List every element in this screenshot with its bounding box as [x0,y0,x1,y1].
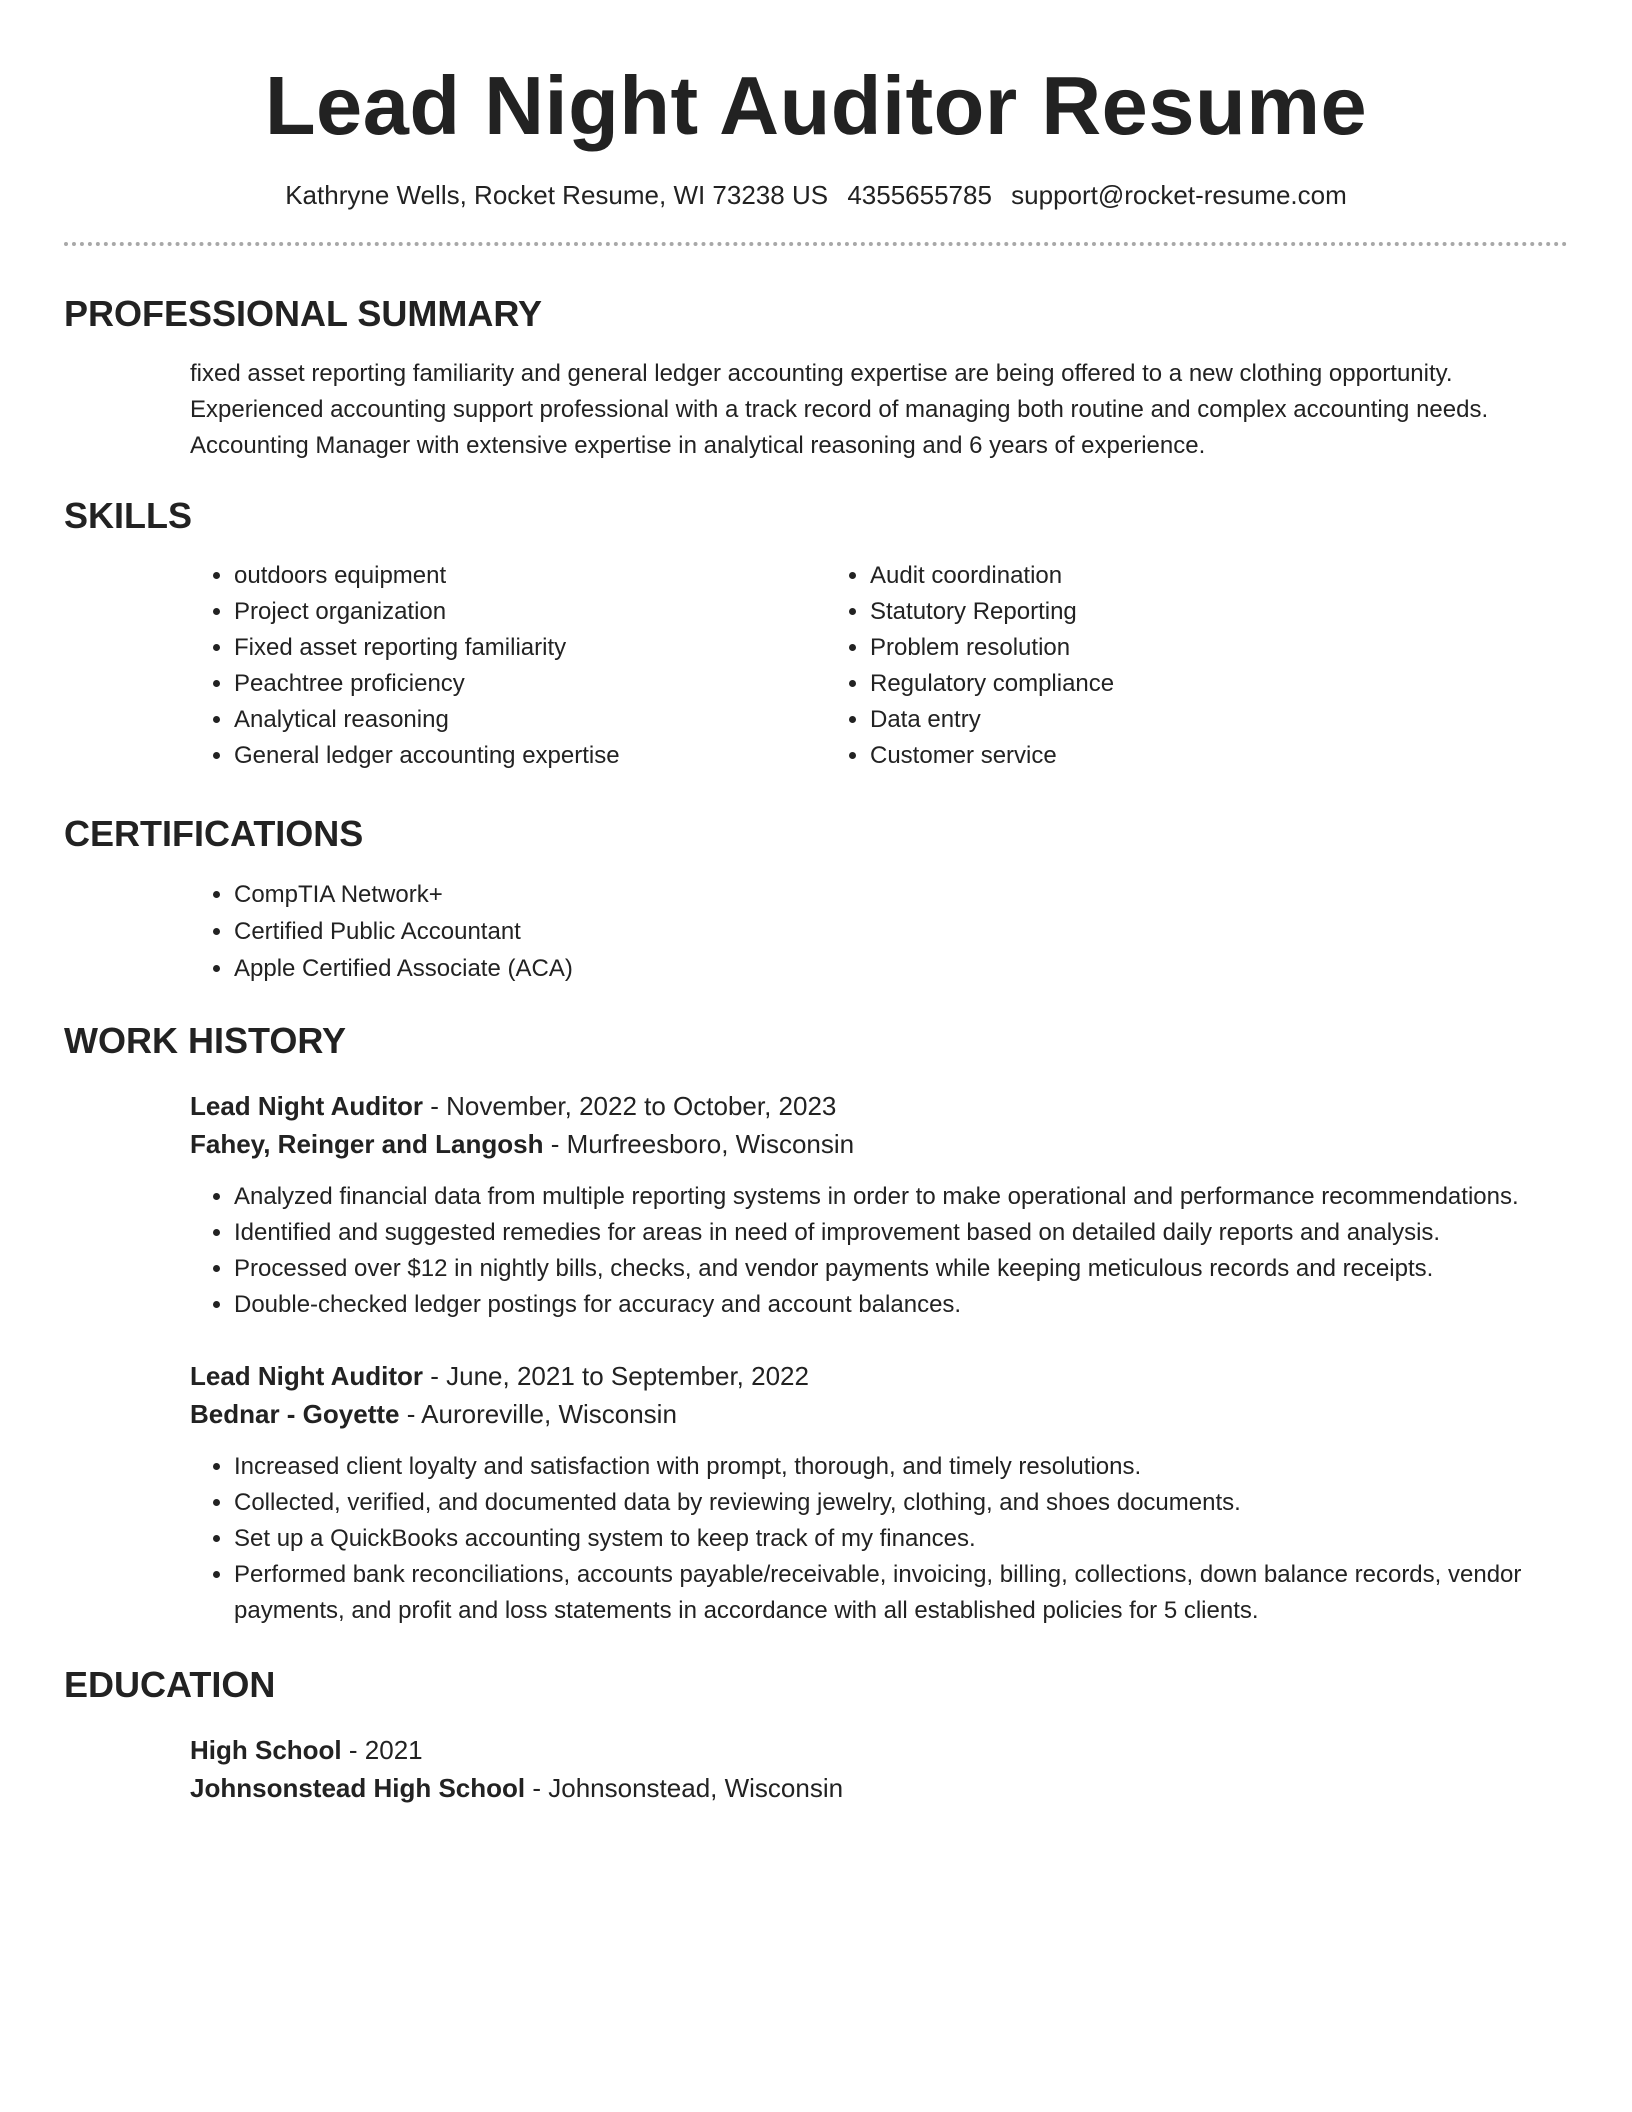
contact-line [64,178,1568,212]
job-company: Fahey, Reinger and Langosh [190,1129,544,1159]
job-bullets [190,1449,1568,1629]
skills-heading: SKILLS [64,495,193,536]
summary-text: fixed asset reporting familiarity and general ledger accounting expertise are being offered to a new clothing opportunity. Experienced accounting support professional with a track record of managing both routine and complex accounting needs. Accounting Manager with extensive expertise in analytical reasoning and 6 years of experience. [190,360,1489,459]
contact-phone: 4355655785 [847,180,992,210]
job-bullet: • Performed bank reconciliations, accounts payable/receivable, invoicing, billing, collections, down balance records, vendor payments, and profit and loss statements in accordance with all established policies for 5 clients. [234,1557,1568,1629]
skill-item: • Statutory Reporting [870,594,1568,630]
education-school: Johnsonstead High School [190,1773,526,1803]
job-entry [190,1357,1568,1629]
job-title: Lead Night Auditor [190,1091,424,1121]
job-location: - Auroreville, Wisconsin [399,1399,677,1429]
skill-item: • Analytical reasoning [234,702,826,738]
skill-item: • Regulatory compliance [870,666,1568,702]
job-bullet: • Collected, verified, and documented data by reviewing jewelry, clothing, and shoes documents. [234,1485,1568,1521]
education-location: - Johnsonstead, Wisconsin [525,1773,844,1803]
job-dates: - November, 2022 to October, 2023 [423,1091,837,1121]
job-bullets [190,1179,1568,1323]
summary-heading: PROFESSIONAL SUMMARY [64,293,543,334]
job-bullet: • Increased client loyalty and satisfaction with prompt, thorough, and timely resolutions. [234,1449,1568,1485]
job-bullet: • Analyzed financial data from multiple reporting systems in order to make operational and performance recommendations. [234,1179,1568,1215]
skill-item: • Project organization [234,594,826,630]
job-title: Lead Night Auditor [190,1361,424,1391]
skills-column-left [190,558,826,774]
job-bullet: • Processed over $12 in nightly bills, checks, and vendor payments while keeping meticulous records and receipts. [234,1251,1568,1287]
job-bullet: • Double-checked ledger postings for accuracy and account balances. [234,1287,1568,1323]
job-bullet: • Set up a QuickBooks accounting system to keep track of my finances. [234,1521,1568,1557]
education-entry [190,1731,1568,1807]
education-degree: High School [190,1735,342,1765]
job-title-line [190,1087,1568,1125]
education-school-line [190,1769,1568,1807]
job-entry [190,1087,1568,1323]
contact-email: support@rocket-resume.com [1011,180,1347,210]
skill-item: • Fixed asset reporting familiarity [234,630,826,666]
job-dates: - June, 2021 to September, 2022 [423,1361,809,1391]
header-divider [64,242,1568,246]
skill-item: • General ledger accounting expertise [234,738,826,774]
certifications-list [190,876,1568,987]
job-company-line [190,1395,1568,1433]
resume-title: Lead Night Auditor Resume [264,59,1368,152]
job-company: Bednar - Goyette [190,1399,400,1429]
skill-item: • Problem resolution [870,630,1568,666]
certification-item: • Certified Public Accountant [234,913,1568,950]
job-location: - Murfreesboro, Wisconsin [543,1129,855,1159]
education-degree-line [190,1731,1568,1769]
skills-column-right [826,558,1568,774]
education-year: - 2021 [341,1735,423,1765]
contact-address: Kathryne Wells, Rocket Resume, WI 73238 US [285,180,829,210]
certifications-heading: CERTIFICATIONS [64,813,364,854]
job-title-line [190,1357,1568,1395]
certification-item: • Apple Certified Associate (ACA) [234,950,1568,987]
skill-item: • outdoors equipment [234,558,826,594]
job-bullet: • Identified and suggested remedies for areas in need of improvement based on detailed daily reports and analysis. [234,1215,1568,1251]
skill-item: • Audit coordination [870,558,1568,594]
work-history-heading: WORK HISTORY [64,1020,347,1061]
education-heading: EDUCATION [64,1664,276,1705]
certification-item: • CompTIA Network+ [234,876,1568,913]
job-company-line [190,1125,1568,1163]
skill-item: • Customer service [870,738,1568,774]
skill-item: • Data entry [870,702,1568,738]
skill-item: • Peachtree proficiency [234,666,826,702]
skills-list [190,558,1568,774]
